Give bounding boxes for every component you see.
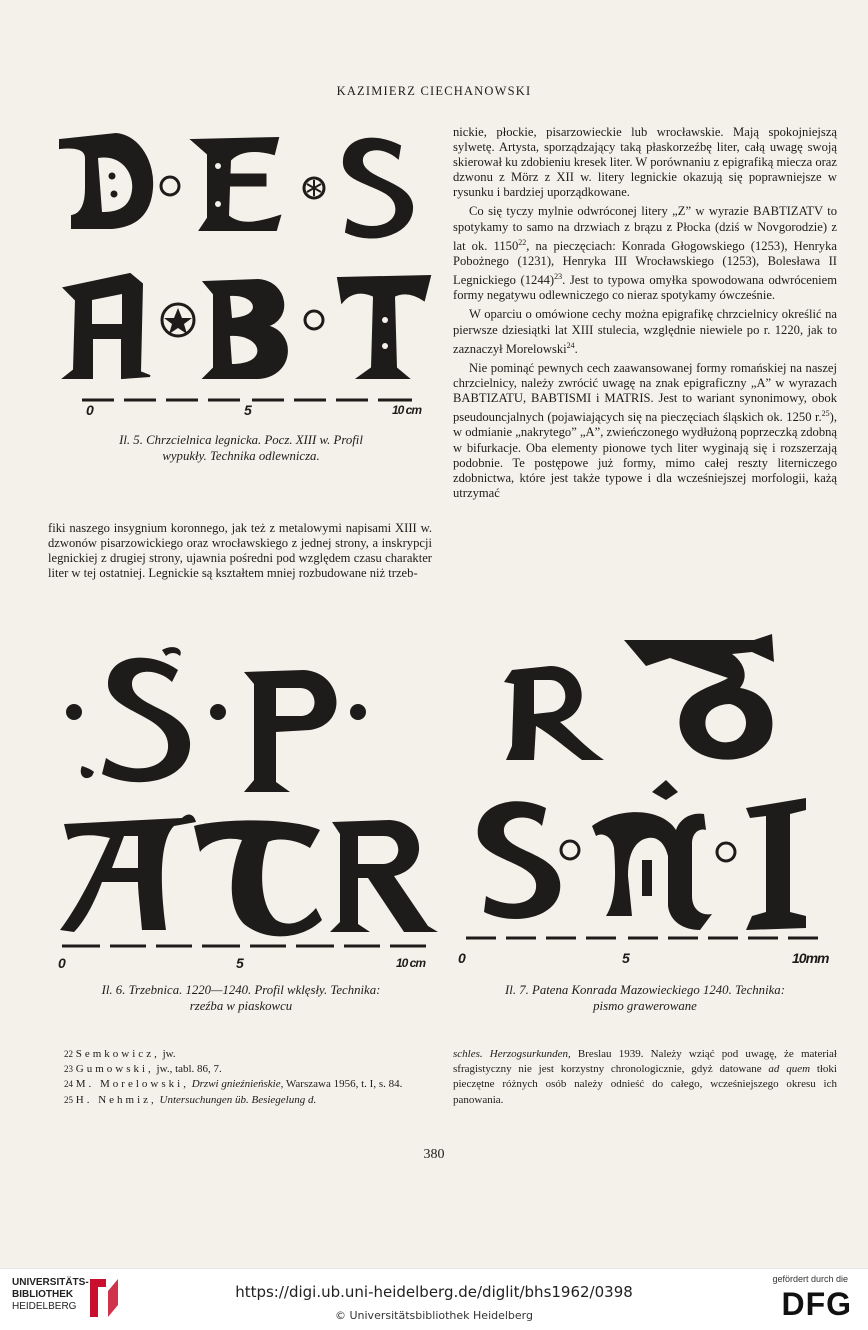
footnote-ref-22[interactable]: 22: [518, 237, 527, 247]
letter-t-uncial: [624, 634, 774, 760]
footnotes-right: [453, 1047, 837, 1108]
interpunct-dot: [161, 177, 179, 195]
text-run: W oparciu o omówione cechy można epigrafikę chrzcielnicy określić na pierwsze dziesiątki lat XIII stulecia, względnie niewiele po r. 1220, jak to zaznaczył Morelowski: [453, 307, 837, 356]
footnote-number: 23: [64, 1064, 73, 1075]
footnote-text: jw.: [159, 1048, 176, 1060]
letter-t-uncial: [194, 820, 322, 936]
library-name-line: UNIVERSITÄTS-: [12, 1277, 89, 1288]
footnote-text: jw., tabl. 86, 7.: [153, 1063, 222, 1076]
interpunct-dot: [350, 704, 366, 720]
letter-e-uncial-ornament: [192, 138, 280, 230]
footnote-23: [48, 1062, 432, 1077]
fig7-scale-10: 10mm: [792, 950, 829, 966]
fig5-scale-0: 0: [86, 402, 94, 418]
footnote-25: [48, 1093, 432, 1108]
footnote-text: Warszawa 1956, t. I, s. 84.: [283, 1078, 403, 1091]
figure-5-caption: [44, 432, 438, 464]
footnote-author: M. Morelowski,: [75, 1078, 189, 1091]
letter-i-barred: [746, 798, 806, 930]
footnote-ref-23[interactable]: 23: [554, 272, 563, 282]
footnote-italic: ad quem: [761, 1063, 811, 1076]
fig5-scale-10: 10 cm: [392, 403, 422, 417]
footnote-number: 25: [64, 1094, 73, 1105]
text-run: Nie pominąć pewnych cech zaawansowanej formy romańskiej na naszej chrzcielnicy, należy zwrócić uwagę na znak epigraficzny „A” w wyrazach BABTIZATU, BABTISMI i MATRIS. Jest to wariant synonimowy, obok pseudouncjalnych (pojawiających się na pieczęciach śląskich ok. 1250 r.: [453, 360, 837, 425]
right-column-text: [453, 125, 837, 505]
caption-line: wypukły. Technika odlewnicza.: [162, 449, 320, 463]
letter-s: [478, 801, 561, 919]
caption-line: Il. 5. Chrzcielnica legnicka. Pocz. XIII w. Profil: [119, 433, 363, 447]
footnote-22: [48, 1047, 432, 1062]
flourish: [162, 647, 181, 656]
page-number: 380: [423, 1147, 445, 1162]
text-run: .: [574, 341, 578, 356]
library-name-line: HEIDELBERG: [12, 1301, 77, 1312]
permalink-url[interactable]: https://digi.ub.uni-heidelberg.de/diglit/bhs1962/0398: [235, 1283, 633, 1301]
footnote-title: Drzwi gnieźnieńskie,: [188, 1078, 284, 1091]
funder-label: gefördert durch die: [772, 1274, 848, 1284]
interpunct-dot: [210, 704, 226, 720]
footnote-24: [48, 1077, 432, 1092]
letter-s-ornament: [344, 139, 412, 238]
footnote-ref-24[interactable]: 24: [566, 340, 575, 350]
dfg-logo[interactable]: DFG: [781, 1286, 852, 1322]
fig6-scale-0: 0: [58, 955, 66, 971]
footnote-author: H. Nehmiz,: [75, 1093, 157, 1106]
letter-m-uncial: [592, 812, 712, 930]
figure-5-letters: [52, 124, 434, 424]
figure-7-letters: [456, 630, 840, 950]
caption-line: rzeźba w piaskowcu: [189, 999, 293, 1013]
asterisk-dot: [304, 178, 324, 198]
letter-a-capped: [60, 815, 196, 932]
fig7-scale-5: 5: [622, 950, 630, 966]
text-run: , na pieczęciach: Konrada Głogowskiego (1253), Henryka Pobożnego (1231), Henryka III Wrocławskiego (1253), Bolesława II Legnickiego (1244): [453, 238, 837, 288]
footnote-ref-25[interactable]: 25: [821, 409, 830, 419]
footnote-title: schles. Herzogsurkunden,: [453, 1048, 571, 1060]
letter-d-ornament: [60, 134, 152, 228]
interpunct-dot: [717, 843, 735, 861]
caption-line: Il. 7. Patena Konrada Mazowieckiego 1240. Technika:: [505, 983, 785, 997]
letter-t-ornament: [338, 276, 430, 378]
letter-b-ornament: [204, 280, 287, 378]
paragraph: [453, 307, 837, 356]
paragraph: fiki naszego insygnium koronnego, jak też z metalowymi napisami XIII w. dzwonów pisarzowickiego oraz wrocławskiego z jednej strony, a inskrypcji legnickiej z drugiej strony, ujawnia pośredni pod względem czasu charakter liter w tej ostatniej. Legnickie są kształtem mniej rozbudowane niż trzeb-: [48, 521, 432, 581]
figure-6-letters: [54, 642, 438, 952]
letter-p: [244, 670, 336, 792]
viewer-footer: [0, 1268, 868, 1330]
text-run: ), w odmianie „nakrytego” „A”, zwieńczonego wydłużoną poprzeczką zdobną w bifurkacje. Oba elementy pionowe tych liter wyginają się i rozszerzają podobnie. Te postępowe już formy, mimo całej reszty literniczego zdobnictwa, które jest także typowe i dla wcześniejszej morfologii, każą utrzymać: [453, 410, 837, 500]
interpunct-dot: [305, 311, 323, 329]
fig6-scale-5: 5: [236, 955, 244, 971]
paragraph: nickie, płockie, pisarzowieckie lub wrocławskie. Mają spokojniejszą sylwetę. Artysta, sporządzający taką płaskorzeźbę liter, całą uwagę swoją skierował ku zdobieniu kresek liter. W porównaniu z epigrafiką miecza oraz dzwonu z Mörz z XII w. litery legnickie okazują się poprawniejsze w rysunku i bardziej uporządkowane.: [453, 125, 837, 200]
caption-line: pismo grawerowane: [593, 999, 697, 1013]
copyright-notice: © Universitätsbibliothek Heidelberg: [334, 1309, 533, 1322]
letter-r: [330, 820, 438, 932]
library-name-line: BIBLIOTHEK: [12, 1289, 74, 1300]
paragraph: [453, 204, 837, 303]
running-head: KAZIMIERZ CIECHANOWSKI: [336, 84, 532, 98]
footnote-title: Untersuchungen üb. Besiegelung d.: [156, 1093, 317, 1106]
footnote-author: Semkowicz,: [75, 1048, 160, 1060]
letter-s: [102, 658, 190, 783]
left-column-text: [48, 521, 432, 585]
footnote-author: Gumowski,: [75, 1063, 154, 1076]
footnote-text: Breslau 1939. Należy wziąć pod uwagę, że materiał sfragistyczny nie jest korzystny chronologicznie, gdyż datowane: [453, 1048, 837, 1076]
text-run: . Jest to typowa omyłka spowodowana odwróceniem formy negatywu odlewniczego co nieraz spotykamy ówcześnie.: [453, 273, 837, 303]
fig7-scale-0: 0: [458, 950, 466, 966]
footnote-text: tłoki pieczętne różnych osób należy odnieść do całego, wcześniejszego okresu ich panowania.: [453, 1063, 837, 1106]
fig6-scale-10: 10 cm: [396, 956, 426, 970]
interpunct-dot: [66, 704, 82, 720]
footnote-number: 22: [64, 1049, 73, 1059]
flourish: [81, 766, 94, 778]
interpunct-dot: [561, 841, 579, 859]
flourish: [652, 780, 678, 800]
letter-a-ornament: [64, 274, 150, 378]
figure-6-caption: [44, 982, 438, 1014]
footnote-number: 24: [64, 1079, 73, 1090]
text-run: Co się tyczy mylnie odwróconej litery „Z” w wyrazie BABTIZATV to spotykamy to samo na drzwiach z brązu z Płocka (dziś w Novgorodzie) z lat ok. 1150: [453, 204, 837, 253]
figure-7-caption: [448, 982, 842, 1014]
paragraph: [453, 361, 837, 501]
caption-line: Il. 6. Trzebnica. 1220—1240. Profil wklęsły. Technika:: [101, 983, 381, 997]
star-medallion: [162, 304, 194, 336]
letter-r: [504, 666, 604, 760]
fig5-scale-5: 5: [244, 402, 252, 418]
footnotes-left: [48, 1047, 432, 1108]
